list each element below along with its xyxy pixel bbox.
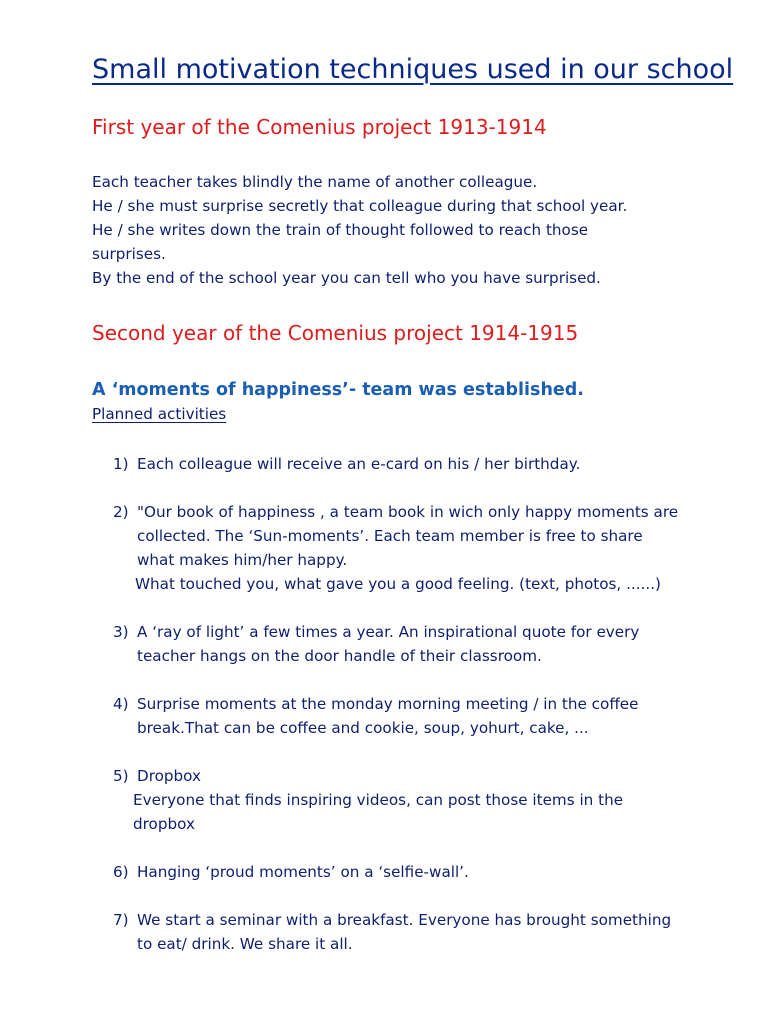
list-item-text: A ‘ray of light’ a few times a year. An inspirational quote for every [137,623,640,641]
paragraph-line: Each teacher takes blindly the name of another colleague. [92,173,538,191]
list-item-text: Everyone that finds inspiring videos, can post those items in the [133,791,624,809]
list-item-text: collected. The ‘Sun-moments’. Each team member is free to share [137,527,643,545]
list-item [113,860,753,884]
list-item-text: teacher hangs on the door handle of their classroom. [137,647,542,665]
list-item-number: 2) [113,503,129,521]
list-item-number: 5) [113,767,129,785]
paragraph-line: He / she must surprise secretly that colleague during that school year. [92,197,628,215]
list-item-number: 1) [113,455,129,473]
section-heading-second-year: Second year of the Comenius project 1914-1915 [92,321,579,345]
list-item [113,908,753,956]
list-item-text: Dropbox [137,767,201,785]
paragraph-line: By the end of the school year you can tell who you have surprised. [92,269,601,287]
paragraph-line: He / she writes down the train of thought followed to reach those [92,221,589,239]
list-item [113,692,753,740]
list-item-text: We start a seminar with a breakfast. Everyone has brought something [137,911,672,929]
list-item-number: 7) [113,911,129,929]
list-item-text: to eat/ drink. We share it all. [137,935,353,953]
list-item-text: Hanging ‘proud moments’ on a ‘selfie-wall’. [137,863,469,881]
list-item-number: 6) [113,863,129,881]
paragraph-line: surprises. [92,245,166,263]
first-year-description [92,170,712,290]
section-heading-first-year: First year of the Comenius project 1913-1914 [92,115,547,139]
list-item-text: what makes him/her happy. [137,551,348,569]
list-item [113,764,753,836]
list-item [113,500,753,596]
document-title: Small motivation techniques used in our school [92,54,734,85]
list-item-text: dropbox [133,815,195,833]
team-heading: A ‘moments of happiness’- team was established. [92,380,584,400]
planned-activities-label: Planned activities [92,405,227,423]
list-item-text: Each colleague will receive an e-card on his / her birthday. [137,455,581,473]
list-item-number: 4) [113,695,129,713]
list-item-number: 3) [113,623,129,641]
list-item [113,452,753,476]
list-item-text: What touched you, what gave you a good feeling. (text, photos, ......) [135,575,661,593]
list-item-text: Surprise moments at the monday morning meeting / in the coffee [137,695,639,713]
list-item-text: break.That can be coffee and cookie, soup, yohurt, cake, ... [137,719,589,737]
list-item-text: "Our book of happiness , a team book in wich only happy moments are [137,503,679,521]
list-item [113,620,753,668]
activities-list [113,452,753,980]
